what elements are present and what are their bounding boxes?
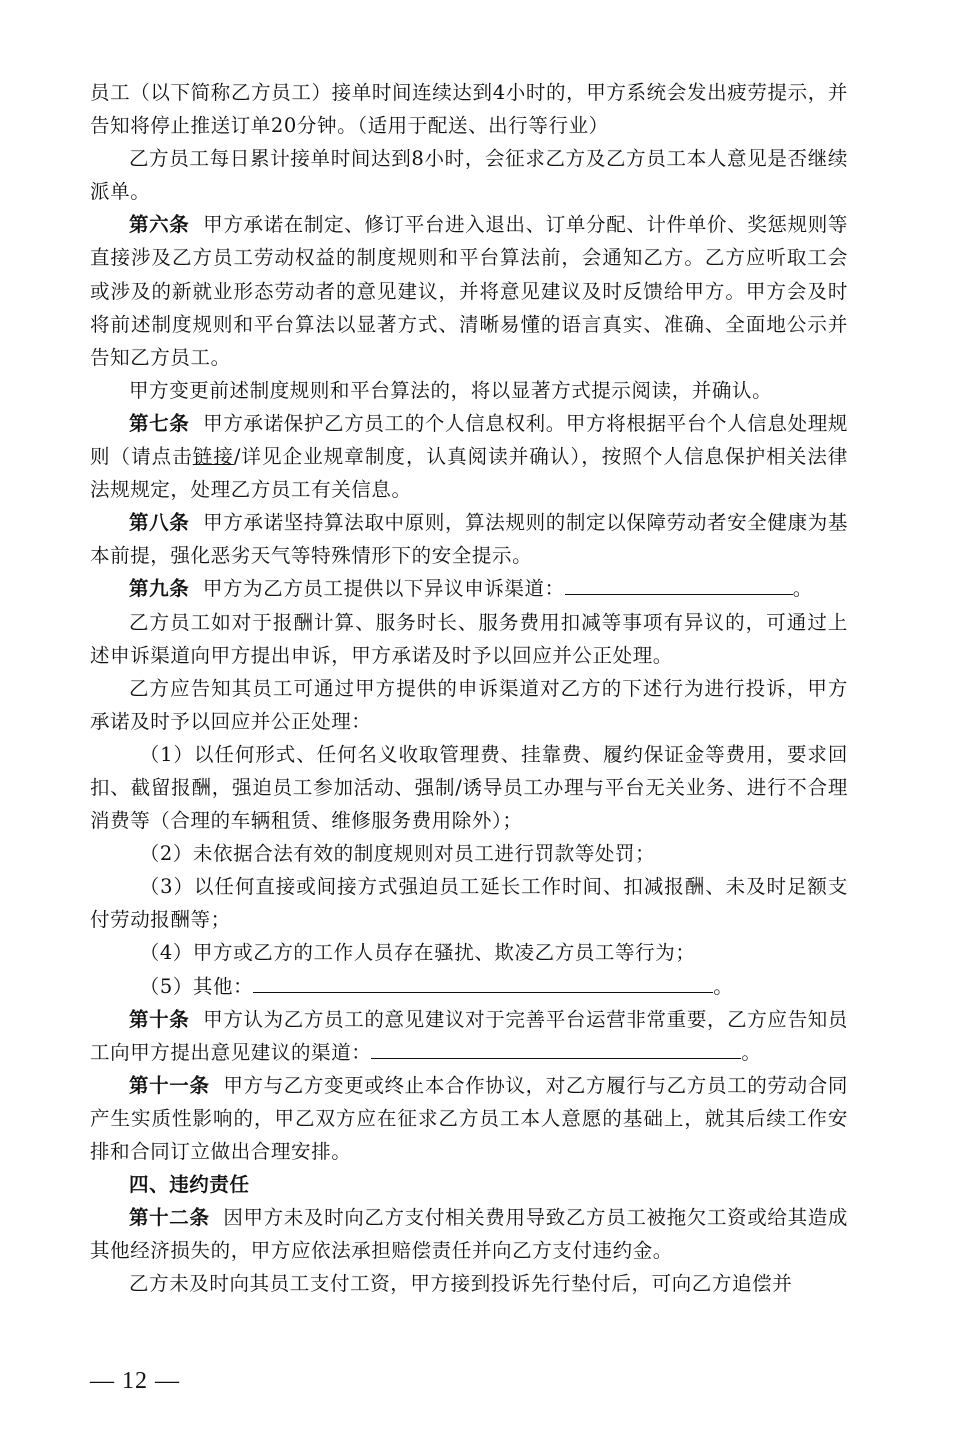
article-12: [90, 1201, 848, 1267]
paragraph-wage-advance: 乙方未及时向其员工支付工资，甲方接到投诉先行垫付后，可向乙方追偿并: [129, 1272, 793, 1296]
article-11-heading: 第十一条: [129, 1073, 210, 1097]
article-8-text: 甲方承诺坚持算法取中原则，算法规则的制定以保障劳动者安全健康为基本前提，强化恶劣天气等特殊情形下的安全提示。: [90, 511, 848, 568]
article-10-end: 。: [741, 1040, 762, 1064]
paragraph-appeal-rights: 乙方员工如对于报酬计算、服务时长、服务费用扣减等事项有异议的，可通过上述申诉渠道向甲方提出申诉，甲方承诺及时予以回应并公正处理。: [90, 610, 848, 667]
article-9-text: 甲方为乙方员工提供以下异议申诉渠道：: [202, 577, 565, 601]
article-8: [90, 506, 848, 572]
paragraph-algorithm-change: 甲方变更前述制度规则和平台算法的，将以显著方式提示阅读，并确认。: [129, 378, 773, 402]
article-7-heading: 第七条: [129, 411, 190, 435]
article-7-text-a: 甲方承诺保护乙方员工的个人信息权利。甲方将根据平台个人信息处理规则（请点击: [90, 411, 848, 469]
complaint-item-5-label: （5）其他：: [139, 974, 254, 998]
paragraph-fatigue-notice: 员工（以下简称乙方员工）接单时间连续达到4小时的，甲方系统会发出疲劳提示，并告知将停止推送订单20分钟。（适用于配送、出行等行业）: [90, 81, 848, 138]
article-12-text: 因甲方未及时向乙方支付相关费用导致乙方员工被拖欠工资或给其造成其他经济损失的，甲方应依法承担赔偿责任并向乙方支付违约金。: [90, 1206, 848, 1263]
article-9-heading: 第九条: [129, 577, 190, 601]
article-10-text: 甲方认为乙方员工的意见建议对于完善平台运营非常重要，乙方应告知员工向甲方提出意见建议的渠道：: [90, 1007, 848, 1064]
article-11: [90, 1069, 848, 1168]
paragraph-complaint-intro: 乙方应告知其员工可通过甲方提供的申诉渠道对乙方的下述行为进行投诉，甲方承诺及时予以回应并公正处理：: [90, 676, 848, 733]
complaint-item-5-end: 。: [713, 974, 734, 998]
article-7-text-b: /详见企业规章制度，认真阅读并确认），按照个人信息保护相关法律法规规定，处理乙方员工有关信息。: [90, 445, 848, 502]
complaint-item-3: （3）以任何直接或间接方式强迫员工延长工作时间、扣减报酬、未及时足额支付劳动报酬等；: [90, 875, 848, 932]
article-6-heading: 第六条: [129, 213, 190, 237]
section-4-title: 四、违约责任: [129, 1173, 250, 1197]
privacy-rules-link[interactable]: 链接: [192, 445, 234, 469]
section-heading-breach: [90, 1168, 848, 1201]
complaint-item-5: [90, 970, 848, 1003]
article-8-heading: 第八条: [129, 511, 190, 535]
article-9-end: 。: [792, 577, 813, 601]
complaint-item-4: （4）甲方或乙方的工作人员存在骚扰、欺凌乙方员工等行为；: [139, 941, 696, 965]
other-blank: [253, 974, 713, 993]
article-10: [90, 1003, 848, 1069]
article-11-text: 甲方与乙方变更或终止本合作协议，对乙方履行与乙方员工的劳动合同产生实质性影响的，甲乙双方应在征求乙方员工本人意愿的基础上，就其后续工作安排和合同订立做出合理安排。: [90, 1073, 848, 1163]
article-7: [90, 407, 848, 506]
paragraph-daily-limit: 乙方员工每日累计接单时间达到8小时，会征求乙方及乙方员工本人意见是否继续派单。: [90, 147, 848, 204]
appeal-channel-blank: [565, 576, 793, 595]
article-10-heading: 第十条: [129, 1007, 190, 1031]
complaint-item-1: （1）以任何形式、任何名义收取管理费、挂靠费、履约保证金等费用，要求回扣、截留报酬，强迫员工参加活动、强制/诱导员工办理与平台无关业务、进行不合理消费等（合理的车辆租赁、维修服务费用除外）；: [90, 742, 848, 833]
article-12-heading: 第十二条: [129, 1206, 210, 1230]
article-6: [90, 208, 848, 373]
article-6-text: 甲方承诺在制定、修订平台进入退出、订单分配、计件单价、奖惩规则等直接涉及乙方员工劳动权益的制度规则和平台算法前，会通知乙方。乙方应听取工会或涉及的新就业形态劳动者的意见建议，并将意见建议及时反馈给甲方。甲方会及时将前述制度规则和平台算法以显著方式、清晰易懂的语言真实、准确、全面地公示并告知乙方员工。: [90, 213, 848, 369]
complaint-item-2: （2）未依据合法有效的制度规则对员工进行罚款等处罚；: [139, 842, 656, 866]
article-9: [90, 572, 848, 605]
suggestion-channel-blank: [371, 1040, 741, 1059]
page-number: — 12 —: [90, 1368, 180, 1394]
document-body: [90, 76, 848, 1300]
